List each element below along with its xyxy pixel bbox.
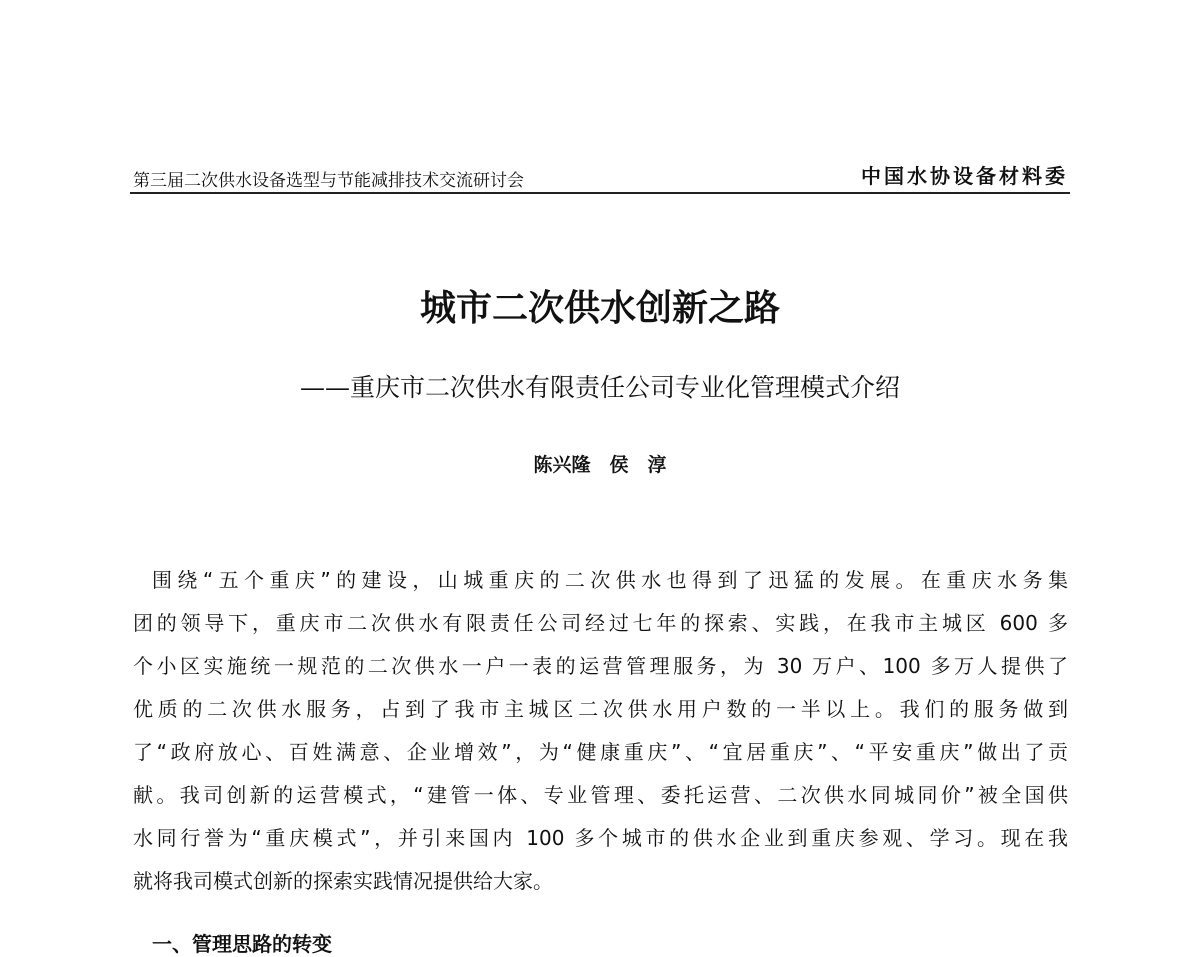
paragraph-line: 水同行誉为“重庆模式”，并引来国内 100 多个城市的供水企业到重庆参观、学习。现在我 bbox=[133, 826, 1068, 850]
article-title: 城市二次供水创新之路 bbox=[419, 287, 780, 329]
paragraph-line: 围绕“五个重庆”的建设，山城重庆的二次供水也得到了迅猛的发展。在重庆水务集 bbox=[152, 568, 1068, 592]
committee-header: 中国水协设备材料委 bbox=[861, 164, 1068, 188]
paragraph-line: 个小区实施统一规范的二次供水一户一表的运营管理服务，为 30 万户、100 多万人提供了 bbox=[133, 654, 1068, 678]
authors: 陈兴隆 侯 淳 bbox=[533, 454, 667, 476]
paragraph-line: 优质的二次供水服务，占到了我市主城区二次供水用户数的一半以上。我们的服务做到 bbox=[133, 697, 1068, 721]
conference-header: 第三届二次供水设备选型与节能减排技术交流研讨会 bbox=[133, 171, 524, 191]
paragraph-line: 了“政府放心、百姓满意、企业增效”，为“健康重庆”、“宜居重庆”、“平安重庆”做出了贡 bbox=[133, 740, 1068, 764]
intro-paragraph bbox=[133, 566, 1068, 910]
paragraph-line: 就将我司模式创新的探索实践情况提供给大家。 bbox=[133, 869, 553, 893]
header-rule bbox=[130, 192, 1070, 194]
paragraph-line: 献。我司创新的运营模式，“建管一体、专业管理、委托运营、二次供水同城同价”被全国供 bbox=[133, 783, 1068, 807]
article-subtitle: ——重庆市二次供水有限责任公司专业化管理模式介绍 bbox=[299, 373, 900, 402]
section-heading: 一、管理思路的转变 bbox=[152, 932, 332, 956]
paragraph-line: 团的领导下，重庆市二次供水有限责任公司经过七年的探索、实践，在我市主城区 600 多 bbox=[133, 611, 1068, 635]
